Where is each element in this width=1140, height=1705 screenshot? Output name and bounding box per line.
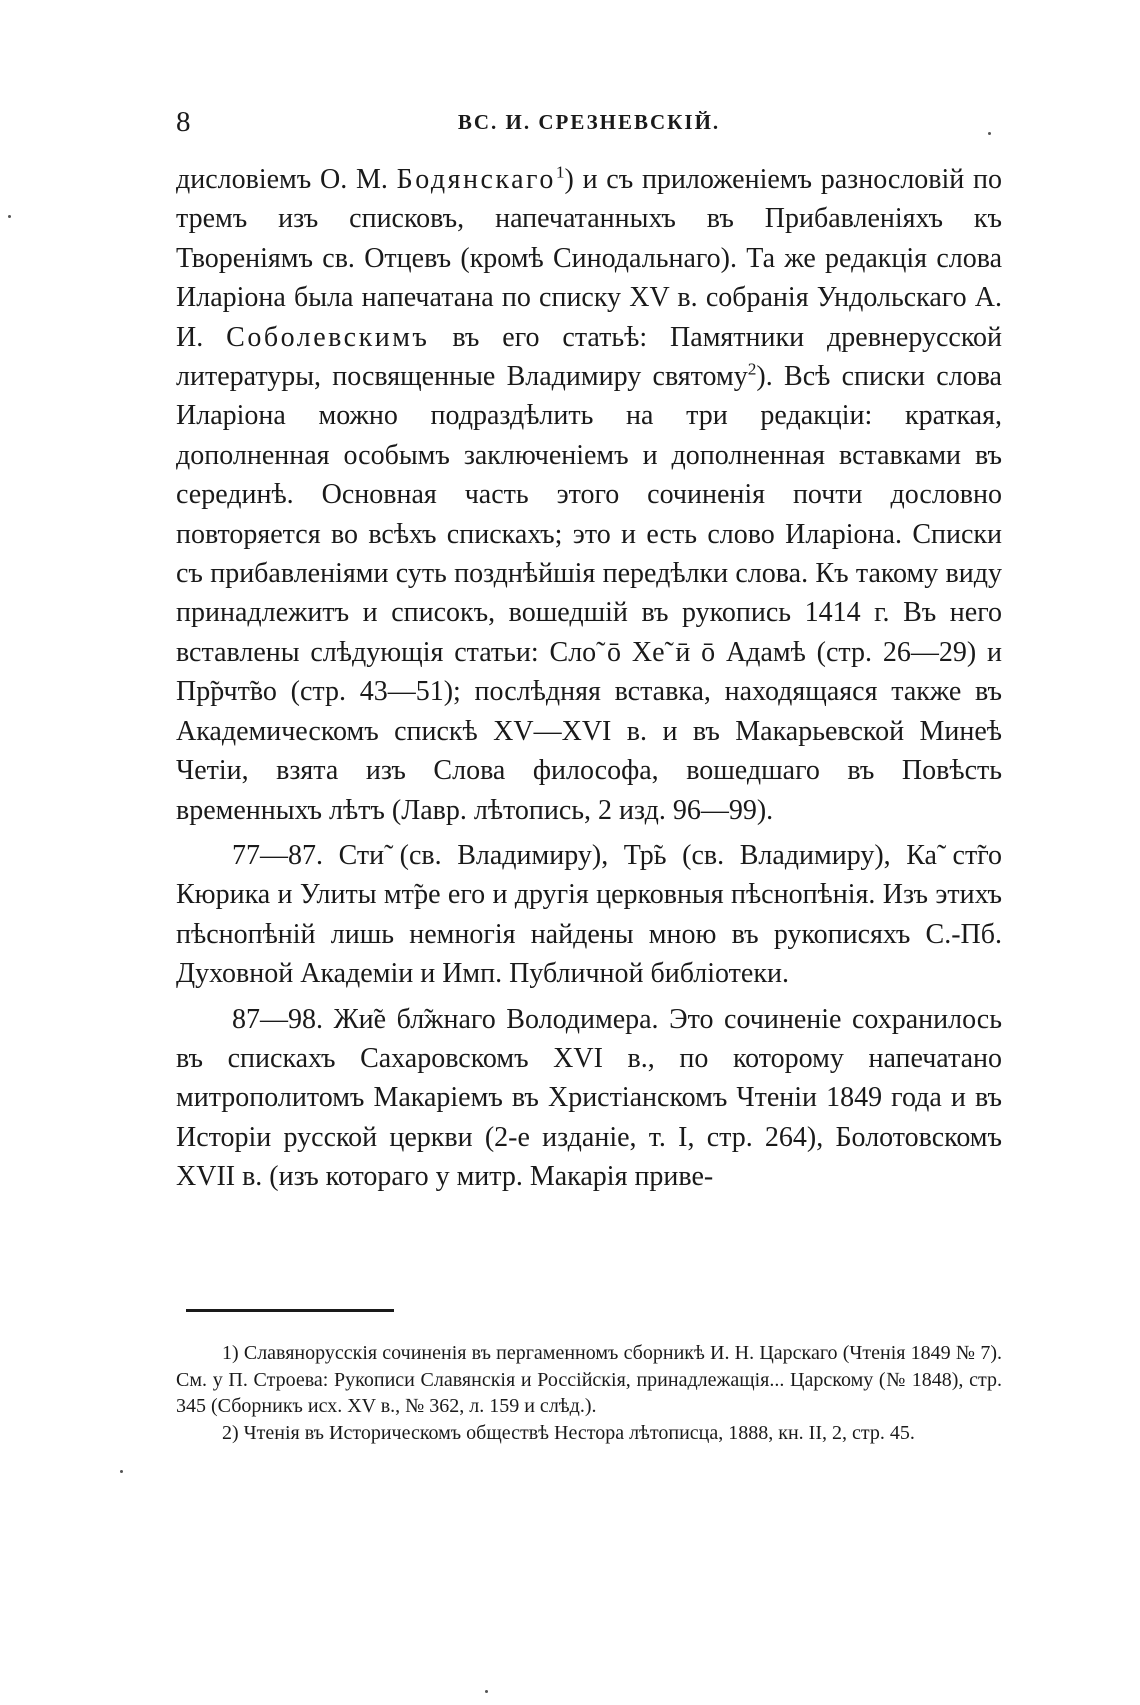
- footnote-ref-1[interactable]: 1: [555, 162, 565, 182]
- page-header: [176, 104, 1002, 140]
- author-name-sobolevsky: Соболевскимъ: [226, 321, 430, 353]
- author-name-bodyansky: Бодянскаго: [396, 164, 556, 195]
- paragraph-1-part-f: въ его статьѣ: Памятники древнерусской литературы, посвященные Владимиру святому: [176, 321, 1002, 393]
- paragraph-1: [176, 160, 1002, 830]
- paper-speck: [485, 1690, 488, 1693]
- footnote-ref-2[interactable]: 2: [747, 359, 757, 379]
- paragraph-1-part-h: ). Всѣ списки слова Иларіона можно подраздѣлить на три редакціи: краткая, дополненная особымъ заключеніемъ и дополненная вставками въ серединѣ. Основная часть этого сочиненія почти дословно повторяется во всѣхъ спискахъ; это и есть слово Иларіона. Списки съ прибавленіями суть позднѣйшія передѣлки слова. Къ такому виду принадлежитъ и списокъ, вошедшій въ рукопись 1414 г. Въ него вставлены слѣдующія статьи: Сло̃ ō Хе̃ ӣ ō Адамѣ (стр. 26—29) и Пр̃рчт̃во (стр. 43—51); послѣдняя вставка, находящаяся также въ Академическомъ спискѣ XV—XVI в. и въ Макарьевской Минеѣ Четіи, взята изъ Слова философа, вошедшаго въ Повѣсть временныхъ лѣтъ (Лавр. лѣтопись, 2 изд. 96—99).: [176, 361, 1002, 826]
- paper-speck: [120, 1470, 123, 1473]
- paragraph-1-part-a: дисловіемъ О. М.: [176, 164, 388, 195]
- page-number: 8: [176, 106, 191, 138]
- running-head: ВС. И. СРЕЗНЕВСКІЙ.: [457, 110, 721, 134]
- footnote-2: 2) Чтенія въ Историческомъ обществѣ Нестора лѣтописца, 1888, кн. II, 2, стр. 45.: [222, 1421, 915, 1444]
- paper-speck: [988, 132, 991, 135]
- paragraph-3: 87—98. Жи̃е бл̃жнаго Володимера. Это сочиненіе сохранилось въ спискахъ Сахаровскомъ XVI в., по которому напечатано митрополитомъ Макаріемъ въ Христіанскомъ Чтеніи 1849 года и въ Исторіи русской церкви (2-е изданіе, т. I, стр. 264), Болотовскомъ XVII в. (изъ котораго у митр. Макарія приве-: [176, 1003, 1002, 1193]
- footnote-divider: [186, 1309, 394, 1312]
- main-text: [176, 160, 1002, 1197]
- footnote-1: 1) Славянорусскія сочиненія въ пергаменномъ сборникѣ И. Н. Царскаго (Чтенія 1849 № 7). См. у П. Строева: Рукописи Славянскія и Россійскія, принадлежащія... Царскому (№ 1848), стр. 345 (Сборникъ исх. XV в., № 362, л. 159 и слѣд.).: [176, 1342, 1002, 1418]
- footnotes: [176, 1340, 1002, 1446]
- paragraph-2: 77—87. Сти̃ (св. Владимиру), Тр̃ь (св. Владимиру), Ка̃ ст̃го Кюрика и Улиты мт̃ре его и другія церковныя пѣснопѣнія. Изъ этихъ пѣснопѣній лишь немногія найдены мною въ рукописяхъ С.-Пб. Духовной Академіи и Имп. Публичной библіотеки.: [176, 839, 1002, 990]
- paragraph-1-part-d: ) и съ приложеніемъ разнословій по тремъ изъ списковъ, напечатанныхъ въ Прибавленіяхъ къ Твореніямъ св. Отцевъ (кромѣ Синодальнаго). Та же редакція слова Иларіона была напечатана по списку XV в. собранія Ундольскаго А. И.: [176, 164, 1003, 353]
- paper-speck: [8, 215, 11, 218]
